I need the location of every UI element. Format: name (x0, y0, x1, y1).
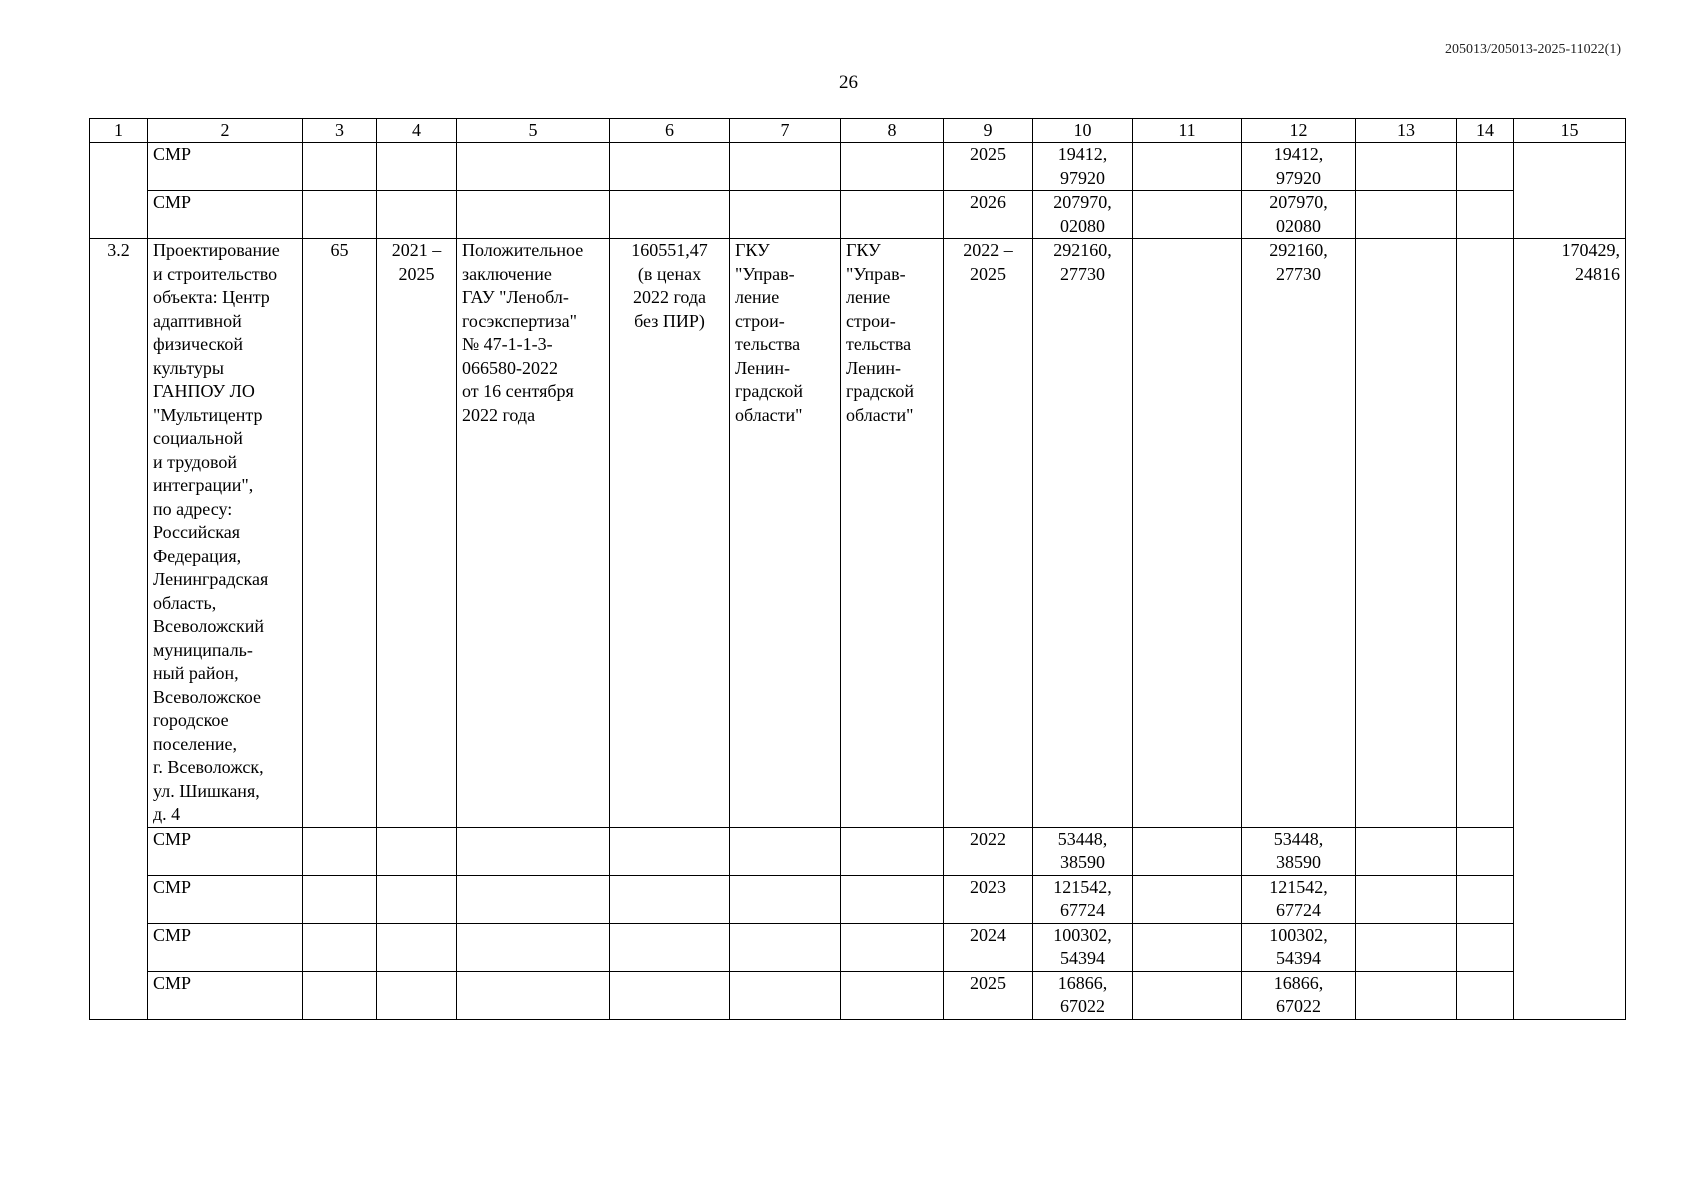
row-year: 2023 (944, 875, 1033, 923)
header-cell: 11 (1133, 119, 1242, 143)
header-cell: 6 (610, 119, 730, 143)
header-cell: 4 (377, 119, 457, 143)
table-row (90, 971, 1626, 1019)
row-col12: 53448, 38590 (1242, 827, 1356, 875)
header-cell: 15 (1514, 119, 1626, 143)
table-row (90, 875, 1626, 923)
table-row (90, 191, 1626, 239)
item-number: 3.2 (90, 239, 148, 1020)
row-year: 2025 (944, 143, 1033, 191)
item-years: 2022 – 2025 (944, 239, 1033, 828)
row-name: СМР (148, 923, 303, 971)
header-cell: 7 (730, 119, 841, 143)
row-name: СМР (148, 827, 303, 875)
row-col10: 53448, 38590 (1033, 827, 1133, 875)
row-col12: 19412, 97920 (1242, 143, 1356, 191)
item-developer: ГКУ "Управ- ление строи- тельства Ленин- градской области" (841, 239, 944, 828)
row-col10: 19412, 97920 (1033, 143, 1133, 191)
item-name: Проектирование и строительство объекта: Центр адаптивной физической культуры ГАНПОУ ЛО "Мультицентр социальной и трудовой интеграции", по адресу: Российская Федерация, Ленинградская область, Всеволожский муниципаль- ный район, Всеволожское городское поселение, г. Всеволожск, ул. Шишканя, д. 4 (148, 239, 303, 828)
row-name: СМР (148, 875, 303, 923)
item-cost: 160551,47 (в ценах 2022 года без ПИР) (610, 239, 730, 828)
row-col10: 100302, 54394 (1033, 923, 1133, 971)
header-cell: 3 (303, 119, 377, 143)
row-col12: 16866, 67022 (1242, 971, 1356, 1019)
header-cell: 9 (944, 119, 1033, 143)
header-cell: 8 (841, 119, 944, 143)
header-cell: 2 (148, 119, 303, 143)
item-col15: 170429, 24816 (1514, 239, 1626, 1020)
row-col10: 121542, 67724 (1033, 875, 1133, 923)
header-cell: 5 (457, 119, 610, 143)
item-period: 2021 – 2025 (377, 239, 457, 828)
table-row (90, 827, 1626, 875)
row-col12: 100302, 54394 (1242, 923, 1356, 971)
header-cell: 13 (1356, 119, 1457, 143)
item-col12: 292160, 27730 (1242, 239, 1356, 828)
row-col12: 121542, 67724 (1242, 875, 1356, 923)
row-col10: 207970, 02080 (1033, 191, 1133, 239)
document-id: 205013/205013-2025-11022(1) (1444, 42, 1621, 57)
row-year: 2024 (944, 923, 1033, 971)
empty-cell (1514, 143, 1626, 239)
row-name: СМР (148, 191, 303, 239)
row-year: 2022 (944, 827, 1033, 875)
item-col10: 292160, 27730 (1033, 239, 1133, 828)
header-cell: 1 (90, 119, 148, 143)
row-year: 2025 (944, 971, 1033, 1019)
budget-table (89, 118, 1626, 1020)
row-name: СМР (148, 971, 303, 1019)
item-customer: ГКУ "Управ- ление строи- тельства Ленин- градской области" (730, 239, 841, 828)
page-number: 26 (839, 72, 858, 93)
header-cell: 10 (1033, 119, 1133, 143)
row-name: СМР (148, 143, 303, 191)
table-row-item (90, 239, 1626, 828)
table-header-row (90, 119, 1626, 143)
header-cell: 14 (1457, 119, 1514, 143)
row-year: 2026 (944, 191, 1033, 239)
row-col10: 16866, 67022 (1033, 971, 1133, 1019)
item-col3: 65 (303, 239, 377, 828)
empty-cell (90, 143, 148, 239)
item-expertise: Положительное заключение ГАУ "Ленобл- госэкспертиза" № 47-1-1-3- 066580-2022 от 16 сентября 2022 года (457, 239, 610, 828)
table-row (90, 143, 1626, 191)
header-cell: 12 (1242, 119, 1356, 143)
table-row (90, 923, 1626, 971)
row-col12: 207970, 02080 (1242, 191, 1356, 239)
